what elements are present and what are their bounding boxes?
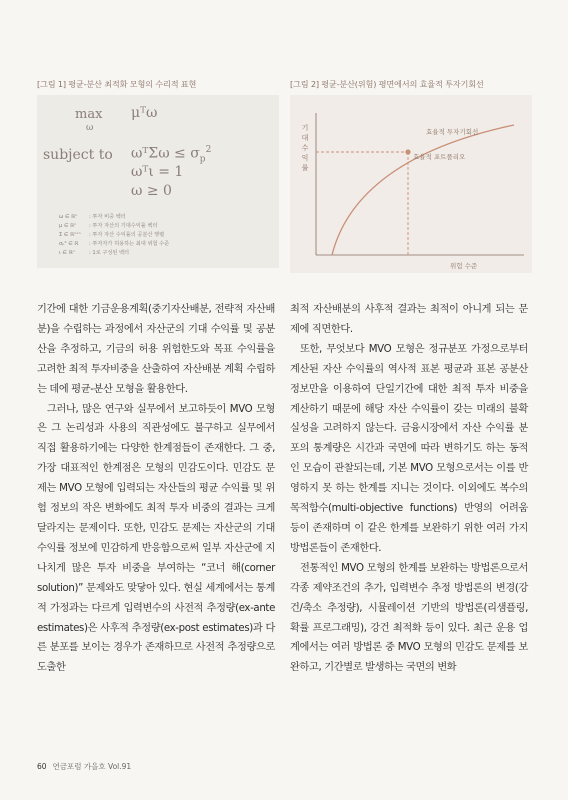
paragraph: 그러나, 많은 연구와 실무에서 보고하듯이 MVO 모형은 그 논리성과 사용의 직관성에도 불구하고 실무에서 직접 활용하기에는 다양한 한계점들이 존재한다. 그 중, 가장 대표적인 한계점은 모형의 민감도이다. 민감도 문제는 MVO 모형에 입력되는 자산들의 평균 수익률 및 위험 정보의 작은 변화에도 최적 투자 비중의 결과는 크게 달라지는 문제이다. 또한, 민감도 문제는 자산군의 기대 수익률 정보에 민감하게 반응함으로써 일부 자산군에 지나치게 많은 투자 비중을 부여하는 “코너 해(corner solution)” 문제와도 맞닿아 있다. 현실 세계에서는 통계적 가정과는 다르게 입력변수의 사전적 추정량(ex-ante estimates)은 사후적 추정량(ex-post estimates)과 다른 분포를 보이는 경우가 존재하므로 사전적 추정량으로 도출한 [37,403,275,674]
frontier-label: 효율적 투자기회선 [426,128,479,136]
legend-desc: : 투자 자산 수익률의 공분산 행렬 [89,232,165,238]
legend-row [59,240,169,247]
body-column-right [290,300,528,678]
portfolio-label: 효율적 포트폴리오 [413,153,466,161]
figure-1-formula-box [37,95,279,268]
objective-function: μᵀω [131,105,158,121]
figure-1-title: [그림 1] 평균-분산 최적화 모형의 수리적 표현 [37,79,197,89]
figure-2-diagram [290,95,532,273]
efficient-portfolio-point [405,149,410,154]
y-axis-label-char: 대 [301,134,309,142]
constraint-risk-sub: p [199,154,206,165]
paragraph: 또한, 무엇보다 MVO 모형은 정규분포 가정으로부터 계산된 자산 수익률의 역사적 표본 평균과 표본 공분산 정보만을 이용하여 단일기간에 대한 최적 투자 비중을 계산하기 때문에 해당 자산 수익률이 갖는 미래의 불확실성을 고려하지 않는다. 금융시장에서 자산 수익률 분포의 통계량은 시간과 국면에 따라 변하기도 하는 동적인 모습이 관찰되는데, 기본 MVO 모형으로서는 이를 반영하지 못 하는 한계를 지니는 것이다. 이외에도 복수의 목적함수(multi-objective functions) 반영의 어려움 등이 존재하며 이 같은 한계를 보완하기 위한 여러 가지 방법론들이 존재한다. [290,343,528,554]
constraint-nonneg: ω ≥ 0 [131,183,172,199]
y-axis-label-char: 기 [301,124,309,132]
max-operator: max [75,107,103,122]
body-column-left [37,300,275,678]
legend-desc: : 투자자가 허용하는 최대 위험 수준 [89,241,170,247]
legend-symbol: ι ∈ ℝⁿ [59,250,75,256]
legend-desc: : 투자 비중 벡터 [89,214,126,220]
efficient-frontier-diagram [290,95,532,273]
constraint-risk-body: ωᵀΣω ≤ σ [131,145,200,162]
efficient-frontier-curve [332,125,514,255]
paragraph: 기간에 대한 기금운용계획(중기자산배분, 전략적 자산배분)을 수립하는 과정에서 자산군의 기대 수익률 및 공분산을 추정하고, 기금의 허용 위험한도와 목표 수익률을 고려한 최적 투자비중을 산출하여 자산배분 계획 수립하는 데에 평균-분산 모형을 활용한다. [37,304,275,395]
legend-row [59,249,129,256]
legend-symbol: Σ ∈ ℝⁿˣⁿ [59,232,81,238]
page-footer [37,761,131,772]
legend-row [59,231,164,238]
publication-name: 연금포럼 가을호 Vol.91 [52,762,132,771]
y-axis-label [300,123,310,173]
y-axis-label-char: 익 [301,154,309,162]
y-axis-label-char: 수 [301,144,309,152]
figure-2-title: [그림 2] 평균-분산(위험) 평면에서의 효율적 투자기회선 [290,79,484,89]
page-number: 60 [37,762,47,771]
legend-symbol: ω ∈ ℝⁿ [59,214,78,220]
legend-desc: : 투자 자산의 기대수익률 벡터 [89,223,158,229]
y-axis-label-char: 률 [301,164,309,172]
legend-row [59,213,126,220]
constraint-risk [131,145,211,164]
subject-to-label: subject to [43,147,113,163]
legend-row [59,222,157,229]
paragraph: 최적 자산배분의 사후적 결과는 최적이 아니게 되는 문제에 직면한다. [290,304,528,335]
constraint-budget: ωᵀι = 1 [131,164,184,180]
legend-symbol: μ ∈ ℝⁿ [59,223,77,229]
legend-desc: : 1로 구성된 벡터 [89,250,130,256]
paragraph: 전통적인 MVO 모형의 한계를 보완하는 방법론으로서 각종 제약조건의 추가, 입력변수 추정 방법론의 변경(강건/축소 추정량), 시뮬레이션 기반의 방법론(리샘플링, 확률 프로그래밍), 강건 최적화 등이 있다. 최근 운용 업계에서는 여러 방법론 중 MVO 모형의 민감도 문제를 보완하고, 기간별로 발생하는 국면의 변화 [290,562,528,674]
constraint-risk-sup: 2 [205,145,212,155]
max-subscript: ω [86,123,94,133]
legend-symbol: σₚ² ∈ ℝ [59,241,79,247]
x-axis-label: 위험 수준 [450,262,478,270]
